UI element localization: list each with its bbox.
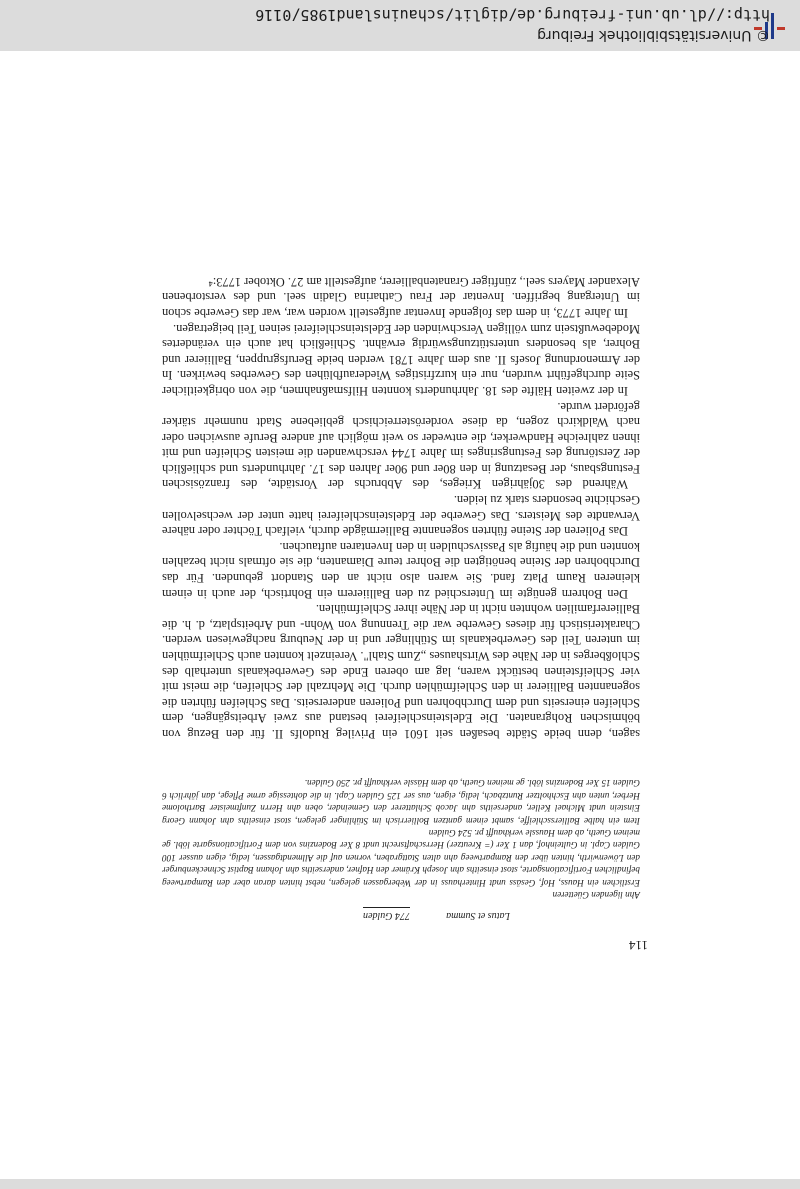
body-text	[162, 273, 640, 741]
body-paragraph: Während des 30jährigen Krieges, des Abbruchs der Vorstädte, des französischen Festungsbaus, der Besatzung in den 80er und 90er Jahren des 17. Jahrhunderts und schließlich der Zerstörung des Festungsringes im Jahre 1744 verschwanden die meisten Schleifen und mit ihnen zahlreiche Handwerker, die entweder so weit möglich auf andere Berufe auswichen oder nach Waldkirch zogen, da diese vorderösterreichisch gebliebene Stadt nunmehr stärker gefördert wurde.	[162, 399, 640, 492]
total-label: Latus et Summa	[446, 910, 510, 921]
source-url-link[interactable]: http://dl.ub.uni-freiburg.de/diglit/schauinsland1985/0116	[255, 6, 770, 24]
inventory-footnote	[162, 777, 640, 901]
footnote-paragraph: Erstlichen ein Hauss, Hof, Gesäss undt Hinterhauss in der Webergassen gelegen, nebst hinten daran aber den Rampartweeg befindlichen Fortificationsgarte, stost einseiths ahn Joseph Krämer den Hafner, anderseiths ahn Johann Baptist Schneckenburger den Löwenwirth, hinten über den Rampartweeg ahn alten Stattgraben, vornen auf die Allmendtgassen, ledig, eigen ausser 100 Gulden Capl. in Gulteinhof, dan 1 Xer (= Kreutzer) Herrschaftsrecht undt 8 Xer Bodenzins von dem Fortificationsgarte löbl. ge meinen Gueth, ab dem Haussle verkhaufft pr. 524 Gulden	[162, 827, 640, 888]
body-paragraph: In der zweiten Hälfte des 18. Jahrhunderts konnten Hilfsmaßnahmen, die von obrigkeitlicher Seite durchgeführt wurden, nur ein kurzfristiges Wiederaufblühen des Gewerbes bewirken. In der Armenordnung Josefs II. aus dem Jahre 1781 werden beide Berufsgruppen, Balliierer und Bohrer, als besonders unterstützungswürdig erwähnt. Schließlich hat auch ein verändertes Modebewußtsein zum völligen Verschwinden der Edelsteinschleiferei seinen Teil beigetragen.	[162, 321, 640, 398]
library-footer	[0, 0, 800, 51]
body-paragraph: Das Polieren der Steine führten sogenannte Balliermägde durch, vielfach Töchter oder nähere Verwandte des Meisters. Das Gewerbe der Edelsteinschleiferei hatte unter der wechselvollen Geschichte besonders stark zu leiden.	[162, 493, 640, 539]
inventory-total	[260, 907, 510, 921]
total-value: 774 Gulden	[363, 907, 410, 921]
body-paragraph: Den Bohrern genügte im Unterschied zu den Balliierern ein Bohrtisch, der auch in einem kleineren Raum Platz fand. Sie waren also nicht an den Standort gebunden. Für das Durchbohren der Steine benötigten die Bohrer teure Diamanten, die sie oftmals nicht bezahlen konnten und die häufig als Passivschulden in den Inventaren auftauchen.	[162, 539, 640, 601]
viewer-top-bar	[0, 1179, 800, 1189]
page-number: 114	[628, 938, 648, 953]
footnote-paragraph: Item ein halbe Balliersschleiffe, sambt einem gantzen Bollierrisch im Stühlinger gelegen, stost einseiths ahn Johann Georg Einstein undt Michael Keller, anderseiths ahn Jacob Schlatterer den Gemeinder, oben ahn Herrn Zunftmeister Bartholome Herber, unten ahn Eschholtzer Runtzbach, ledig, eigen, aus ser 125 Gulden Capl. in die dohtessige arme Pflege, dan jährlich 6 Gulden 15 Xer Bodenzins löbl. ge meinen Gueth, ab dem Hässle verkhaufft pr. 250 Gulden.	[162, 778, 640, 826]
body-paragraph: Im Jahre 1773, in dem das folgende Inventar aufgestellt worden war, war das Gewerbe schon im Untergang begriffen. Inventar der Frau Catharina Gladin seel. und des verstorbenen Alexander Mayers seel., zünftiger Granatenballierer, aufgestellt am 27. Oktober 1773:⁴	[162, 274, 640, 320]
copyright-text: © Universitätsbibliothek Freiburg	[537, 27, 770, 43]
footnote-heading: Ahn ligenden Güetteren	[552, 890, 640, 900]
body-paragraph: sagen, denn beide Städte besaßen seit 1601 ein Privileg Rudolfs II. für den Bezug von böhmischen Rohgranaten. Die Edelsteinschleiferei bestand aus zwei Arbeitsgängen, dem Schleifen einerseits und dem Durchbohren und Polieren andererseits. Das Schleifen führten die sogenannten Balliierer in den Schleifmühlen durch. Die Mehrzahl der Schleifen, die meist mit vier Schleifsteinen bestückt waren, lag am oberen Ende des Gewerbekanals unterhalb des Schloßberges in der Nähe des Wirtshauses „Zum Stahl". Vereinzelt konnten auch Schleifmühlen im unteren Teil des Gewerbekanals im Stühlinger und in der Neuburg nachgewiesen werden. Charakteristisch für dieses Gewerbe war die Trennung von Wohn- und Arbeitsplatz, d. h. die Balliererfamilien wohnten nicht in der Nähe ihrer Schleifmühlen.	[162, 602, 640, 741]
